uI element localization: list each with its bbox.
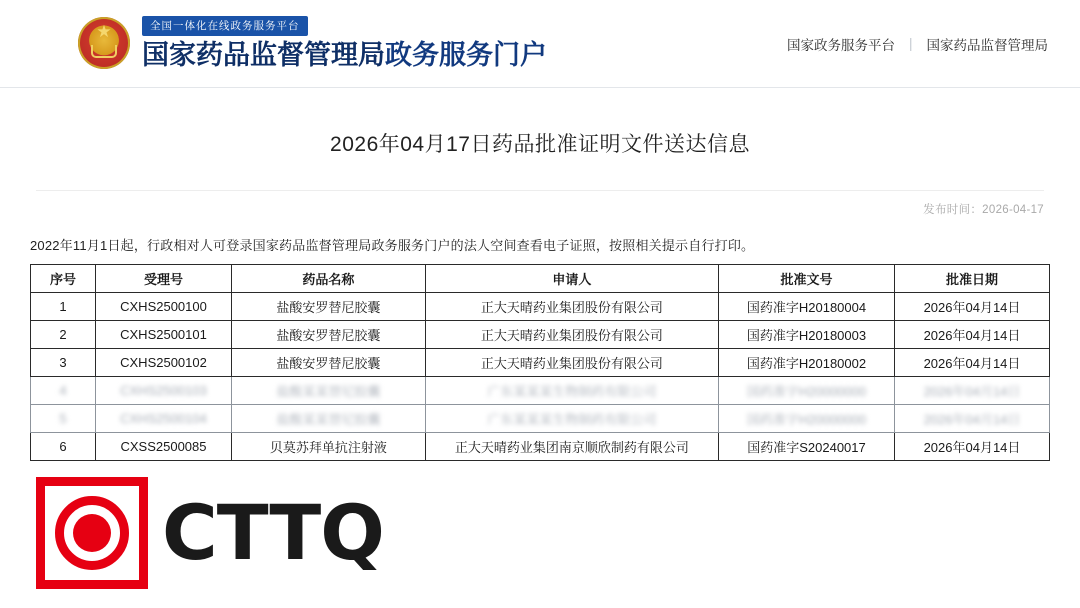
cell-applicant: 正大天晴药业集团股份有限公司	[425, 321, 718, 349]
cell-drug-name: 贝莫苏拜单抗注射液	[232, 433, 426, 461]
cell-approval-date: 2026年04月14日	[894, 377, 1049, 405]
cell-approval-date: 2026年04月14日	[894, 293, 1049, 321]
column-header-approval-date: 批准日期	[894, 265, 1049, 293]
cell-seq: 4	[31, 377, 96, 405]
publish-time-label: 发布时间：	[923, 204, 983, 216]
cell-acceptance-no: CXHS2500102	[95, 349, 231, 377]
cttq-logo	[36, 477, 384, 589]
table-header-row	[31, 265, 1050, 293]
cell-drug-name: 盐酸安罗替尼胶囊	[232, 321, 426, 349]
brand-block[interactable]	[78, 16, 547, 70]
header-link-divider: |	[908, 36, 913, 51]
cell-seq: 5	[31, 405, 96, 433]
column-header-acceptance-no: 受理号	[95, 265, 231, 293]
cell-approval-no: 国药准字H20180003	[719, 321, 895, 349]
page-title: 2026年04月17日药品批准证明文件送达信息	[330, 133, 750, 156]
cell-seq: 3	[31, 349, 96, 377]
cell-approval-no: 国药准字H20180002	[719, 349, 895, 377]
certificate-table	[30, 264, 1050, 461]
cell-applicant: 广东某某某生物制药有限公司	[425, 405, 718, 433]
cell-approval-date: 2026年04月14日	[894, 349, 1049, 377]
cell-drug-name: 盐酸某某替尼胶囊	[232, 405, 426, 433]
cttq-ring-shape	[55, 496, 129, 570]
cell-approval-date: 2026年04月14日	[894, 433, 1049, 461]
table-row	[31, 293, 1050, 321]
cell-approval-no: 国药准字H20180004	[719, 293, 895, 321]
header-link-national-service-platform[interactable]: 国家政务服务平台	[786, 37, 895, 53]
site-title-secondary: 政务服务门户	[385, 40, 547, 71]
cttq-wordmark: CTTQ	[162, 488, 384, 577]
national-emblem-icon	[78, 17, 130, 69]
column-header-approval-no: 批准文号	[719, 265, 895, 293]
document-title-block	[36, 88, 1044, 191]
brand-text	[142, 16, 547, 70]
cell-drug-name: 盐酸安罗替尼胶囊	[232, 349, 426, 377]
header-links	[787, 34, 1048, 54]
cell-acceptance-no: CXSS2500085	[95, 433, 231, 461]
cell-applicant: 正大天晴药业集团南京顺欣制药有限公司	[425, 433, 718, 461]
cttq-dot-shape	[73, 514, 111, 552]
cell-approval-no: 国药准字H20000000	[719, 377, 895, 405]
cell-approval-date: 2026年04月14日	[894, 321, 1049, 349]
publish-meta	[0, 191, 1080, 217]
table-row	[31, 377, 1050, 405]
site-title-primary: 国家药品监督管理局	[142, 40, 385, 71]
cell-acceptance-no: CXHS2500104	[95, 405, 231, 433]
site-header	[0, 0, 1080, 88]
table-row	[31, 321, 1050, 349]
cell-applicant: 正大天晴药业集团股份有限公司	[425, 349, 718, 377]
cell-drug-name: 盐酸安罗替尼胶囊	[232, 293, 426, 321]
cell-approval-date: 2026年04月14日	[894, 405, 1049, 433]
cell-acceptance-no: CXHS2500100	[95, 293, 231, 321]
cell-seq: 1	[31, 293, 96, 321]
cttq-square-ring-icon	[36, 477, 148, 589]
table-row	[31, 433, 1050, 461]
notice-text: 2022年11月1日起，行政相对人可登录国家药品监督管理局政务服务门户的法人空间查看电子证照，按照相关提示自行打印。	[30, 238, 755, 253]
platform-tag: 全国一体化在线政务服务平台	[142, 16, 308, 36]
column-header-seq: 序号	[31, 265, 96, 293]
cell-applicant: 广东某某某生物制药有限公司	[425, 377, 718, 405]
cell-approval-no: 国药准字S20240017	[719, 433, 895, 461]
table-row	[31, 349, 1050, 377]
column-header-drug-name: 药品名称	[232, 265, 426, 293]
cell-acceptance-no: CXHS2500101	[95, 321, 231, 349]
publish-time-value: 2026-04-17	[982, 204, 1044, 216]
cell-seq: 2	[31, 321, 96, 349]
certificate-table-wrap	[0, 264, 1080, 461]
cell-acceptance-no: CXHS2500103	[95, 377, 231, 405]
column-header-applicant: 申请人	[425, 265, 718, 293]
cell-applicant: 正大天晴药业集团股份有限公司	[425, 293, 718, 321]
table-row	[31, 405, 1050, 433]
cell-drug-name: 盐酸某某替尼胶囊	[232, 377, 426, 405]
cell-approval-no: 国药准字H20000000	[719, 405, 895, 433]
site-title	[142, 40, 547, 70]
cell-seq: 6	[31, 433, 96, 461]
header-link-nmpa[interactable]: 国家药品监督管理局	[926, 37, 1048, 53]
